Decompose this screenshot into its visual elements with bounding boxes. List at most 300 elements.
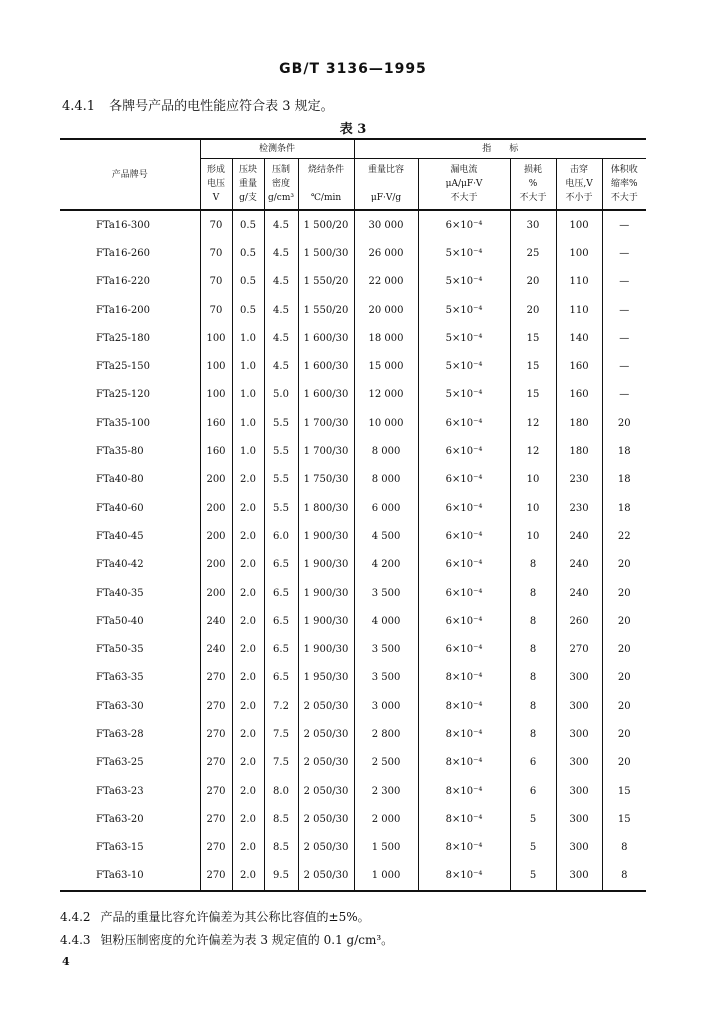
table-cell: 240 [556,579,602,607]
product-brand-cell: FTa63-15 [96,842,144,854]
column-header-line: ℃/min [310,193,342,203]
table-cell: 3 500 [354,635,418,663]
column-header-line: 漏电流 [450,165,478,175]
table-cell: 25 [510,239,556,267]
table-cell: 240 [200,607,232,635]
table-cell: 1.0 [232,437,264,465]
table-cell: 100 [200,324,232,352]
table-cell: 2 050/30 [298,862,354,891]
column-header-line [299,177,354,191]
table-cell: 8 [602,862,646,891]
table-cell: 1 500 [354,834,418,862]
table-cell: 8 [510,635,556,663]
table-row [60,296,646,324]
table-cell: 8×10⁻⁴ [418,862,510,891]
table-cell: 8 [510,692,556,720]
table-cell: 8×10⁻⁴ [418,749,510,777]
column-header-line: 压块 [238,165,257,175]
table-cell: 2.0 [232,466,264,494]
table-cell: 2 500 [354,749,418,777]
clause-number: 4.4.1 [62,99,96,114]
table-cell: 8.5 [264,834,298,862]
table-cell: 160 [200,409,232,437]
table-cell: 15 [602,777,646,805]
column-header-line: 压制 [271,165,290,175]
table-cell: 18 000 [354,324,418,352]
column-header-line: 缩率% [611,179,638,189]
product-brand-cell: FTa25-120 [96,389,150,401]
table-cell: 4.5 [264,352,298,380]
column-header-line: 不小于 [565,193,593,203]
table-cell: 2.0 [232,749,264,777]
product-brand-cell: FTa63-10 [60,862,200,891]
table-cell: 20 [602,692,646,720]
product-brand-cell: FTa40-60 [96,502,144,514]
table-cell: 15 [602,805,646,833]
clause-number: 4.4.2 [60,910,91,924]
clause-text: 各牌号产品的电性能应符合表 3 规定。 [109,99,334,114]
product-brand-cell: FTa16-300 [96,219,150,231]
product-brand-cell: FTa16-200 [96,304,150,316]
table-cell: 200 [200,466,232,494]
table-cell: 8×10⁻⁴ [418,664,510,692]
table-cell: 200 [200,551,232,579]
table-cell: 160 [200,437,232,465]
product-brand-cell: FTa50-35 [96,644,144,656]
product-brand-cell: FTa63-28 [96,728,144,740]
column-header-line: 重量比容 [368,165,405,175]
product-brand-cell: FTa35-80 [96,446,144,458]
table-cell: 8 [510,579,556,607]
table-cell: 6×10⁻⁴ [418,522,510,550]
table-cell: 5.5 [264,494,298,522]
table-cell: 6×10⁻⁴ [418,210,510,239]
table-cell: 8×10⁻⁴ [418,777,510,805]
table-cell: 15 [510,381,556,409]
table-cell: 230 [556,466,602,494]
table-cell: 4 200 [354,551,418,579]
table-cell: 100 [200,352,232,380]
table-cell: 4 500 [354,522,418,550]
conditions-group-header: 检测条件 [200,139,354,159]
table-cell: 5×10⁻⁴ [418,352,510,380]
table-cell: 200 [200,579,232,607]
table-cell: 1 700/30 [298,437,354,465]
table-cell: 20 [602,664,646,692]
table-cell: 300 [556,749,602,777]
product-brand-cell: FTa16-260 [96,247,150,259]
table-row [60,862,646,891]
column-header-line: μA/μF·V [445,179,483,189]
table-cell: 300 [556,664,602,692]
table-cell: 8×10⁻⁴ [418,805,510,833]
document-header: GB/T 3136—1995 [279,61,427,77]
table-cell: 1 900/30 [298,607,354,635]
product-brand-cell: FTa63-25 [96,757,144,769]
table-row [60,522,646,550]
table-cell: 20 [602,635,646,663]
table-cell: 20 [602,409,646,437]
table-cell: 15 000 [354,352,418,380]
column-header [510,159,556,211]
table-cell: 70 [200,239,232,267]
column-header [200,159,232,211]
table-cell: 6×10⁻⁴ [418,579,510,607]
table-cell: 1 950/30 [298,664,354,692]
indicators-group-header: 指 标 [354,139,646,159]
clause-text: 产品的重量比容允许偏差为其公称比容值的±5%。 [100,910,370,924]
product-brand-cell: FTa63-30 [96,700,144,712]
table-cell: 6.5 [264,664,298,692]
column-header-line: 烧结条件 [308,165,345,175]
table-cell: 8 [510,607,556,635]
table-cell: 1 600/30 [298,352,354,380]
table-cell: 110 [556,268,602,296]
table-cell: 4.5 [264,210,298,239]
table-cell: 1.0 [232,352,264,380]
table-cell: 270 [200,749,232,777]
table-cell: 2 300 [354,777,418,805]
table-cell: 10 [510,522,556,550]
table-cell: 270 [200,805,232,833]
table-cell: — [602,239,646,267]
table-cell: 6×10⁻⁴ [418,437,510,465]
table-cell: 1 600/30 [298,381,354,409]
column-header-line: 体积收 [610,165,638,175]
table-cell: 200 [200,522,232,550]
table-cell: 270 [556,635,602,663]
table-cell: 6 [510,777,556,805]
table-cell: 18 [602,437,646,465]
column-header-line: 不大于 [450,193,478,203]
table-cell: 9.5 [264,862,298,891]
table-cell: 8×10⁻⁴ [418,720,510,748]
product-brand-cell: FTa63-20 [96,813,144,825]
table-cell: 1 700/30 [298,409,354,437]
table-cell: 22 000 [354,268,418,296]
column-header-line: 损耗 [524,165,543,175]
table-cell: 2 050/30 [298,720,354,748]
table-cell: 1 900/30 [298,522,354,550]
table-cell: 7.5 [264,749,298,777]
product-brand-cell: FTa63-23 [96,785,144,797]
table-row [60,352,646,380]
table-row [60,466,646,494]
table-cell: 0.5 [232,210,264,239]
product-brand-cell: FTa35-100 [96,417,150,429]
table-cell: 270 [200,862,232,891]
table-cell: 300 [556,720,602,748]
table-row [60,324,646,352]
table-cell: 1 550/20 [298,296,354,324]
table-cell: — [602,296,646,324]
table-cell: 70 [200,210,232,239]
table-cell: 6.5 [264,579,298,607]
table-row [60,551,646,579]
table-cell: 8 000 [354,437,418,465]
page-number: 4 [62,955,70,968]
table-cell: 230 [556,494,602,522]
clause-text: 钽粉压制密度的允许偏差为表 3 规定值的 0.1 g/cm³。 [100,933,394,947]
table-cell: 110 [556,296,602,324]
table-cell: 180 [556,409,602,437]
column-header [298,159,354,211]
table-cell: 5 [510,834,556,862]
product-brand-cell: FTa25-180 [96,332,150,344]
table-cell: 2.0 [232,664,264,692]
table-cell: 10 [510,494,556,522]
table-cell: 6×10⁻⁴ [418,607,510,635]
table-cell: 3 000 [354,692,418,720]
table-cell: — [602,268,646,296]
table-cell: 2 000 [354,805,418,833]
column-header-line: 不大于 [610,193,638,203]
table-cell: 2.0 [232,551,264,579]
table-cell: 2.0 [232,834,264,862]
table-cell: 20 [602,720,646,748]
table-cell: 8 [602,834,646,862]
column-header-line: g/支 [239,193,257,203]
table-cell: 3 500 [354,579,418,607]
table-cell: 30 000 [354,210,418,239]
table-cell: 1 900/30 [298,635,354,663]
table-cell: 2.0 [232,777,264,805]
table-cell: 5.5 [264,437,298,465]
table-row [60,268,646,296]
table-cell: 6×10⁻⁴ [418,551,510,579]
column-header-line: 击穿 [570,165,589,175]
table-cell: 1 800/30 [298,494,354,522]
table-cell: 7.2 [264,692,298,720]
column-header-line: % [528,179,538,189]
table-cell: 160 [556,352,602,380]
table-cell: 240 [200,635,232,663]
table-cell: 6×10⁻⁴ [418,409,510,437]
table-cell: 140 [556,324,602,352]
table-cell: 2.0 [232,635,264,663]
table-cell: 6.5 [264,635,298,663]
table-cell: 4.5 [264,239,298,267]
table-cell: 1 500/20 [298,210,354,239]
table-cell: 0.5 [232,239,264,267]
table-cell: 300 [556,777,602,805]
table-cell: 5×10⁻⁴ [418,268,510,296]
table-row [60,692,646,720]
table-row [60,720,646,748]
table-cell: 6.5 [264,551,298,579]
table-cell: 20 000 [354,296,418,324]
table-cell: 100 [556,210,602,239]
table-cell: 300 [556,834,602,862]
column-header-line [355,177,418,191]
table-cell: 12 000 [354,381,418,409]
table-cell: 8 000 [354,466,418,494]
table-cell: 4.5 [264,268,298,296]
table-cell: — [602,210,646,239]
table-cell: 2 050/30 [298,777,354,805]
table-row [60,239,646,267]
column-header-line: 重量 [238,179,257,189]
table-cell: 2 050/30 [298,749,354,777]
table-cell: 12 [510,409,556,437]
table-cell: 8 [510,551,556,579]
table-cell: 12 [510,437,556,465]
product-brand-cell: FTa25-150 [96,361,150,373]
spec-table [60,138,646,892]
table-row [60,834,646,862]
table-cell: 240 [556,551,602,579]
table-cell: 4.5 [264,296,298,324]
table-cell: 2 050/30 [298,805,354,833]
table-cell: 20 [602,749,646,777]
table-cell: 20 [602,551,646,579]
column-header [354,159,418,211]
table-cell: 8×10⁻⁴ [418,834,510,862]
table-cell: 5×10⁻⁴ [418,324,510,352]
table-cell: 2.0 [232,579,264,607]
table-cell: 270 [200,692,232,720]
table-cell: 0.5 [232,296,264,324]
column-header-line: 电压 [206,179,225,189]
table-cell: 3 500 [354,664,418,692]
table-cell: 1 750/30 [298,466,354,494]
table-row [60,805,646,833]
table-cell: 8 [510,720,556,748]
table-cell: 5×10⁻⁴ [418,239,510,267]
table-cell: 8 [510,664,556,692]
product-brand-cell: FTa40-80 [96,474,144,486]
table-cell: 20 [510,268,556,296]
table-cell: — [602,324,646,352]
table-cell: 1 900/30 [298,579,354,607]
table-cell: 8×10⁻⁴ [418,692,510,720]
table-cell: 2 800 [354,720,418,748]
table-cell: 2.0 [232,522,264,550]
table-cell: 0.5 [232,268,264,296]
table-row [60,749,646,777]
table-cell: 270 [200,720,232,748]
table-cell: 6×10⁻⁴ [418,494,510,522]
table-cell: — [602,352,646,380]
product-brand-cell: FTa50-40 [96,615,144,627]
table-cell: 1.0 [232,324,264,352]
table-row [60,437,646,465]
table-cell: 100 [556,239,602,267]
table-cell: 2 050/30 [298,834,354,862]
column-header [264,159,298,211]
column-header-line: 电压,V [565,179,593,189]
table-cell: 270 [200,664,232,692]
table-row [60,409,646,437]
table-cell: 1.0 [232,381,264,409]
table-cell: 6×10⁻⁴ [418,466,510,494]
product-brand-cell: FTa63-35 [96,672,144,684]
table-cell: 4.5 [264,324,298,352]
column-header [602,159,646,211]
column-header-line: g/cm³ [268,193,294,203]
table-cell: 6.0 [264,522,298,550]
clause-4-4-1 [62,95,334,114]
table-row [60,494,646,522]
table-cell: 10 [510,466,556,494]
table-cell: 70 [200,296,232,324]
table-cell: 270 [200,834,232,862]
table-cell: 2.0 [232,720,264,748]
column-header-line: V [212,193,220,203]
table-cell: 2 050/30 [298,692,354,720]
table-cell: 5 [510,862,556,891]
table-cell: 270 [200,777,232,805]
table-cell: 70 [200,268,232,296]
column-header-line: 密度 [271,179,290,189]
product-brand-cell: FTa40-42 [96,559,144,571]
table-cell: 26 000 [354,239,418,267]
table-cell: 5×10⁻⁴ [418,381,510,409]
column-header-line: μF·V/g [370,193,402,203]
table-cell: 5.0 [264,381,298,409]
table-cell: 2.0 [232,805,264,833]
product-brand-cell: FTa16-220 [96,276,150,288]
table-cell: 1 900/30 [298,551,354,579]
table-row [60,381,646,409]
table-cell: 5 [510,805,556,833]
table-cell: 2.0 [232,862,264,891]
column-header [556,159,602,211]
table-cell: 260 [556,607,602,635]
table-cell: — [602,381,646,409]
table-cell: 1 550/20 [298,268,354,296]
table-cell: 2.0 [232,607,264,635]
table-cell: 300 [556,862,602,891]
table-cell: 2.0 [232,692,264,720]
table-cell: 6 [510,749,556,777]
table-cell: 300 [556,692,602,720]
table-cell: 10 000 [354,409,418,437]
table-row [60,210,646,239]
table-cell: 1 500/30 [298,239,354,267]
table-cell: 30 [510,210,556,239]
table-cell: 18 [602,494,646,522]
table-cell: 15 [510,324,556,352]
table-cell: 200 [200,494,232,522]
table-cell: 2.0 [232,494,264,522]
table-cell: 4 000 [354,607,418,635]
column-header [232,159,264,211]
table-cell: 5.5 [264,466,298,494]
table-title: 表 3 [339,122,367,137]
table-cell: 6×10⁻⁴ [418,635,510,663]
table-cell: 1 600/30 [298,324,354,352]
table-cell: 1.0 [232,409,264,437]
clause-4-4-3 [60,931,393,948]
clause-number: 4.4.3 [60,933,91,947]
brand-header: 产品牌号 [60,139,200,210]
table-row [60,664,646,692]
product-brand-cell: FTa40-45 [96,530,144,542]
clause-4-4-2 [60,908,370,925]
table-cell: 8.0 [264,777,298,805]
table-cell: 6.5 [264,607,298,635]
table-cell: 5×10⁻⁴ [418,296,510,324]
table-cell: 160 [556,381,602,409]
table-cell: 240 [556,522,602,550]
table-row [60,579,646,607]
table-cell: 20 [510,296,556,324]
column-header-line: 不大于 [519,193,547,203]
table-row [60,777,646,805]
table-cell: 22 [602,522,646,550]
table-cell: 15 [510,352,556,380]
